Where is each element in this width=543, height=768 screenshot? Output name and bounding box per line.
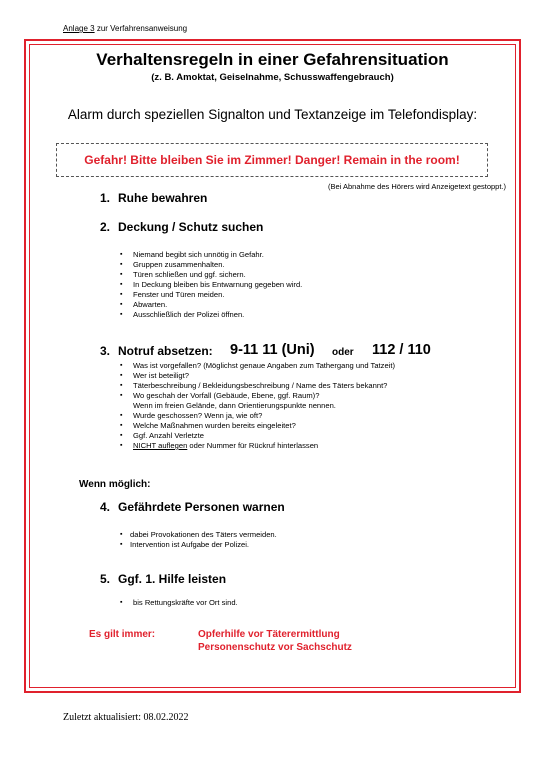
section-title: Ggf. 1. Hilfe leisten	[118, 572, 227, 586]
danger-message: Gefahr! Bitte bleiben Sie im Zimmer! Danger! Remain in the room!	[84, 153, 460, 167]
display-note: (Bei Abnahme des Hörers wird Anzeigetext gestoppt.)	[327, 182, 506, 191]
always-label: Es gilt immer:	[89, 629, 156, 640]
bullet-icon: ▪	[120, 442, 123, 449]
bullet-icon: ▪	[120, 362, 123, 369]
list-item: ▪ Was ist vorgefallen? (Möglichst genaue Angaben zum Tathergang und Tatzeit)	[120, 361, 396, 370]
attachment-reference	[63, 24, 187, 33]
emergency-number-uni: 9-11 11 (Uni)	[230, 342, 315, 358]
section-4-heading	[100, 500, 285, 514]
list-item: ▪ Gruppen zusammenhalten.	[120, 260, 225, 269]
list-item: ▪ Wer ist beteiligt?	[120, 371, 189, 380]
list-item: ▪ Ausschließlich der Polizei öffnen.	[120, 310, 245, 319]
section-5-list	[120, 598, 238, 608]
always-line-1: Opferhilfe vor Täterermittlung	[198, 629, 340, 640]
bullet-icon: ▪	[120, 301, 123, 308]
section-4-list	[120, 530, 277, 550]
list-item: ▪ Intervention ist Aufgabe der Polizei.	[120, 540, 250, 549]
section-number: 5.	[100, 572, 111, 586]
list-item: ▪ Ggf. Anzahl Verletzte	[120, 431, 204, 440]
list-item: ▪ Niemand begibt sich unnötig in Gefahr.	[120, 250, 264, 259]
section-number: 2.	[100, 220, 111, 234]
section-2-heading	[100, 220, 263, 234]
always-line-2: Personenschutz vor Sachschutz	[198, 642, 352, 653]
list-item: ▪ bis Rettungskräfte vor Ort sind.	[120, 598, 238, 607]
list-item: ▪ Welche Maßnahmen wurden bereits eingeleitet?	[120, 421, 296, 430]
list-item: ▪ Abwarten.	[120, 300, 168, 309]
bullet-icon: ▪	[120, 432, 123, 439]
section-number: 3.	[100, 344, 111, 358]
bullet-icon: ▪	[120, 281, 123, 288]
bullet-icon: ▪	[120, 422, 123, 429]
section-1-heading	[100, 191, 207, 205]
emergency-number-external: 112 / 110	[372, 342, 431, 358]
document-subtitle: (z. B. Amoktat, Geiselnahme, Schusswaffengebrauch)	[151, 72, 394, 83]
attachment-text: zur Verfahrensanweisung	[94, 24, 188, 33]
list-item: ▪ Wurde geschossen? Wenn ja, wie oft?	[120, 411, 263, 420]
bullet-icon: ▪	[120, 531, 123, 538]
section-title: Ruhe bewahren	[118, 191, 208, 205]
attachment-link[interactable]: Anlage 3	[63, 24, 95, 33]
section-3-heading	[100, 344, 213, 358]
section-title: Notruf absetzen:	[118, 344, 213, 358]
list-item: ▪ dabei Provokationen des Täters vermeiden.	[120, 530, 277, 539]
if-possible-label: Wenn möglich:	[79, 479, 151, 490]
section-number: 4.	[100, 500, 111, 514]
bullet-icon: ▪	[120, 382, 123, 389]
bullet-icon: ▪	[120, 271, 123, 278]
list-item: ▪ Türen schließen und ggf. sichern.	[120, 270, 246, 279]
underlined-text: NICHT auflegen	[133, 441, 188, 450]
bullet-icon: ▪	[120, 261, 123, 268]
list-item-subline: Wenn im freien Gelände, dann Orientierungspunkte nennen.	[133, 401, 336, 410]
section-3-list	[120, 361, 396, 451]
emergency-or: oder	[332, 347, 354, 358]
section-title: Deckung / Schutz suchen	[118, 220, 264, 234]
bullet-icon: ▪	[120, 372, 123, 379]
bullet-icon: ▪	[120, 392, 123, 399]
document-title: Verhaltensregeln in einer Gefahrensituation	[96, 50, 449, 69]
section-number: 1.	[100, 191, 111, 205]
bullet-icon: ▪	[120, 412, 123, 419]
list-item: ▪ Wo geschah der Vorfall (Gebäude, Ebene, ggf. Raum)? Wenn im freien Gelände, dann Orientierungspunkte nennen.	[133, 391, 395, 411]
section-2-list	[120, 250, 303, 320]
list-item: ▪ Täterbeschreibung / Bekleidungsbeschreibung / Name des Täters bekannt?	[120, 381, 388, 390]
section-title: Gefährdete Personen warnen	[118, 500, 285, 514]
bullet-icon: ▪	[120, 541, 123, 548]
bullet-icon: ▪	[120, 311, 123, 318]
bullet-icon: ▪	[120, 599, 123, 606]
bullet-icon: ▪	[120, 291, 123, 298]
list-item: ▪ NICHT auflegen oder Nummer für Rückruf hinterlassen	[120, 441, 319, 450]
list-item: ▪ Fenster und Türen meiden.	[120, 290, 225, 299]
last-updated: Zuletzt aktualisiert: 08.02.2022	[63, 712, 189, 723]
bullet-icon: ▪	[120, 251, 123, 258]
alarm-description: Alarm durch speziellen Signalton und Textanzeige im Telefondisplay:	[67, 107, 478, 122]
danger-message-box	[56, 143, 488, 177]
list-item: ▪ In Deckung bleiben bis Entwarnung gegeben wird.	[120, 280, 303, 289]
section-5-heading	[100, 572, 226, 586]
